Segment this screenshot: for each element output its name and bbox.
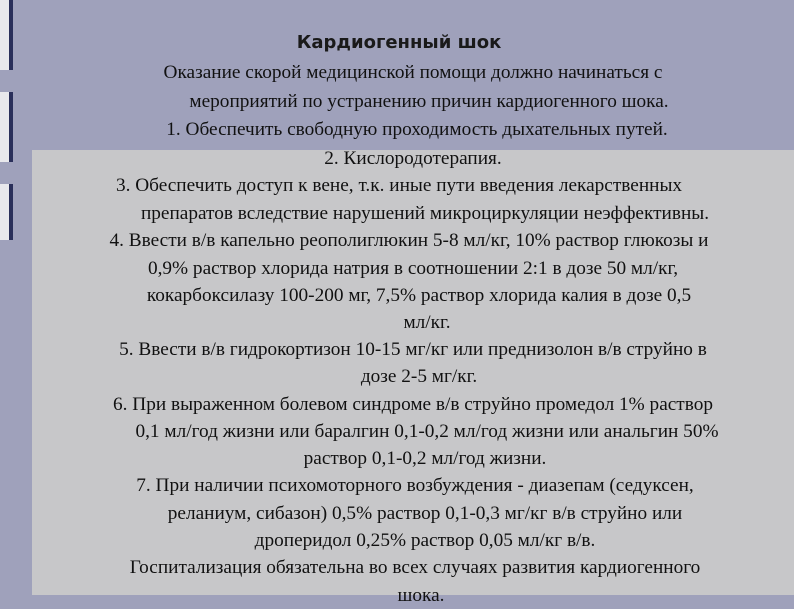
body-line: кокарбоксилазу 100-200 мг, 7,5% раствор хлорида калия в дозе 0,5 — [146, 285, 692, 306]
body-line: 1. Обеспечить свободную проходимость дыхательных путей. — [166, 119, 668, 140]
body-line: дроперидол 0,25% раствор 0,05 мл/кг в/в. — [254, 530, 596, 551]
body-line: реланиум, сибазон) 0,5% раствор 0,1-0,3 мг/кг в/в струйно или — [167, 503, 683, 524]
body-line: раствор 0,1-0,2 мл/год жизни. — [303, 448, 547, 469]
left-edge-bar — [0, 92, 13, 162]
body-line: 0,9% раствор хлорида натрия в соотношении 2:1 в дозе 50 мл/кг, — [147, 258, 679, 279]
body-line: 0,1 мл/год жизни или баралгин 0,1-0,2 мл/год жизни или анальгин 50% — [135, 421, 719, 442]
body-line: препаратов вследствие нарушений микроциркуляции неэффективны. — [140, 203, 710, 224]
body-line: 6. При выраженном болевом синдроме в/в струйно промедол 1% раствор — [112, 394, 713, 415]
slide-title: Кардиогенный шок — [296, 32, 502, 53]
body-line: 2. Кислородотерапия. — [324, 148, 502, 169]
body-line: Оказание скорой медицинской помощи должно начинаться с — [163, 62, 663, 83]
body-line: 5. Ввести в/в гидрокортизон 10-15 мг/кг или преднизолон в/в струйно в — [119, 339, 707, 360]
body-line: Госпитализация обязательна во всех случаях развития кардиогенного — [129, 557, 701, 578]
body-line: мл/кг. — [403, 312, 451, 333]
body-line: шока. — [397, 585, 445, 606]
body-line: мероприятий по устранению причин кардиогенного шока. — [189, 91, 669, 112]
body-line: 7. При наличии психомоторного возбуждения - диазепам (седуксен, — [136, 475, 694, 496]
body-line: дозе 2-5 мг/кг. — [360, 366, 478, 387]
body-line: 4. Ввести в/в капельно реополиглюкин 5-8 мл/кг, 10% раствор глюкозы и — [109, 230, 709, 251]
body-line: 3. Обеспечить доступ к вене, т.к. иные пути введения лекарственных — [115, 175, 683, 196]
